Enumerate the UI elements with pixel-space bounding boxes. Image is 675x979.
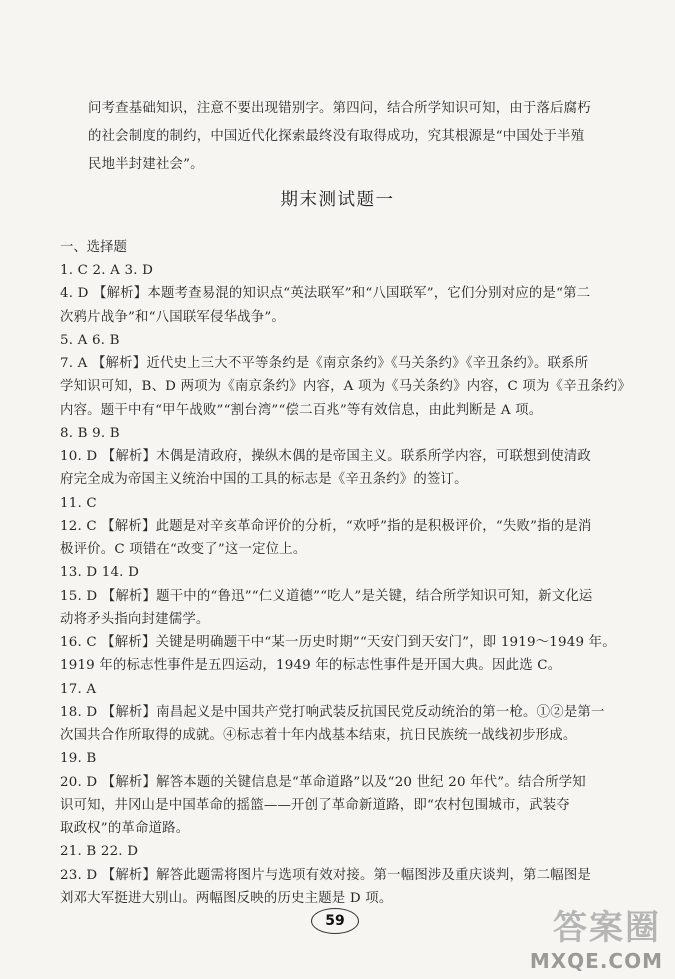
answer-line: 刘邓大军挺进大别山。两幅图反映的历史主题是 D 项。 bbox=[60, 891, 393, 906]
answer-line: 5. A 6. B bbox=[60, 333, 120, 348]
answer-line: 4. D 【解析】本题考查易混的知识点“英法联军”和“八国联军”，它们分别对应的是“第二 bbox=[60, 286, 591, 301]
answer-line: 次鸦片战争”和“八国联军侵华战争”。 bbox=[60, 310, 285, 325]
answer-line: 识可知，井冈山是中国革命的摇篮——开创了革命新道路，即“农村包围城市，武装夺 bbox=[60, 798, 570, 813]
watermark-url: MXQE.COM bbox=[529, 949, 663, 973]
answer-line: 动将矛头指向封建儒学。 bbox=[60, 612, 210, 627]
answer-line: 8. B 9. B bbox=[60, 426, 120, 441]
answer-line: 13. D 14. D bbox=[60, 565, 140, 580]
answer-line: 10. D 【解析】木偶是清政府，操纵木偶的是帝国主义。联系所学内容，可联想到使清政 bbox=[60, 449, 592, 464]
page-title: 期末测试题一 bbox=[280, 190, 395, 210]
answer-line: 取政权”的革命道路。 bbox=[60, 821, 190, 836]
intro-line-2: 的社会制度的制约，中国近代化探索最终没有取得成功，究其根源是“中国处于半殖 bbox=[88, 129, 585, 144]
answer-line: 11. C bbox=[60, 496, 97, 511]
answer-line: 23. D 【解析】解答此题需将图片与选项有效对接。第一幅图涉及重庆谈判，第二幅图是 bbox=[60, 868, 592, 883]
section-heading: 一、选择题 bbox=[60, 240, 127, 255]
answer-line: 1. C 2. A 3. D bbox=[60, 263, 154, 278]
answer-line: 极评价。C 项错在“改变了”这一定位上。 bbox=[60, 542, 307, 557]
answer-line: 20. D 【解析】解答本题的关键信息是“革命道路”以及“20 世纪 20 年代”。结合所学知 bbox=[60, 775, 586, 790]
answer-line: 15. D 【解析】题干中的“鲁迅”“仁义道德”“吃人”是关键，结合所学知识可知，新文化运 bbox=[60, 589, 593, 604]
answer-line: 内容。题干中有“甲午战败”“割台湾”“偿二百兆”等有效信息，由此判断是 A 项。 bbox=[60, 403, 543, 418]
answer-line: 1919 年的标志性事件是五四运动，1949 年的标志性事件是开国大典。因此选 C。 bbox=[60, 658, 562, 673]
answer-line: 次国共合作所取得的成就。④标志着十年内战基本结束，抗日民族统一战线初步形成。 bbox=[60, 728, 577, 743]
answer-line: 12. C 【解析】此题是对辛亥革命评价的分析，“欢呼”指的是积极评价，“失败”指的是消 bbox=[60, 519, 592, 534]
page-number: 59 bbox=[311, 908, 359, 934]
answer-line: 19. B bbox=[60, 751, 97, 766]
answer-line: 学知识可知，B、D 两项为《南京条约》内容，A 项为《马关条约》内容，C 项为《辛丑条约》 bbox=[60, 379, 632, 394]
watermark-logo: 答案圈 bbox=[553, 908, 661, 948]
answer-line: 府完全成为帝国主义统治中国的工具的标志是《辛丑条约》的签订。 bbox=[60, 472, 468, 487]
answer-line: 7. A 【解析】近代史上三大不平等条约是《南京条约》《马关条约》《辛丑条约》。联系所 bbox=[60, 356, 589, 371]
answer-line: 17. A bbox=[60, 682, 97, 697]
intro-line-3: 民地半封建社会”。 bbox=[88, 157, 204, 172]
answer-line: 16. C 【解析】关键是明确题干中“某一历史时期”“天安门到天安门”，即 1919～1949 年。 bbox=[60, 635, 616, 650]
intro-line-1: 问考查基础知识，注意不要出现错别字。第四问，结合所学知识可知，由于落后腐朽 bbox=[88, 101, 591, 116]
answer-line: 18. D 【解析】南昌起义是中国共产党打响武装反抗国民党反动统治的第一枪。①②是第一 bbox=[60, 705, 605, 720]
answer-line: 21. B 22. D bbox=[60, 844, 139, 859]
